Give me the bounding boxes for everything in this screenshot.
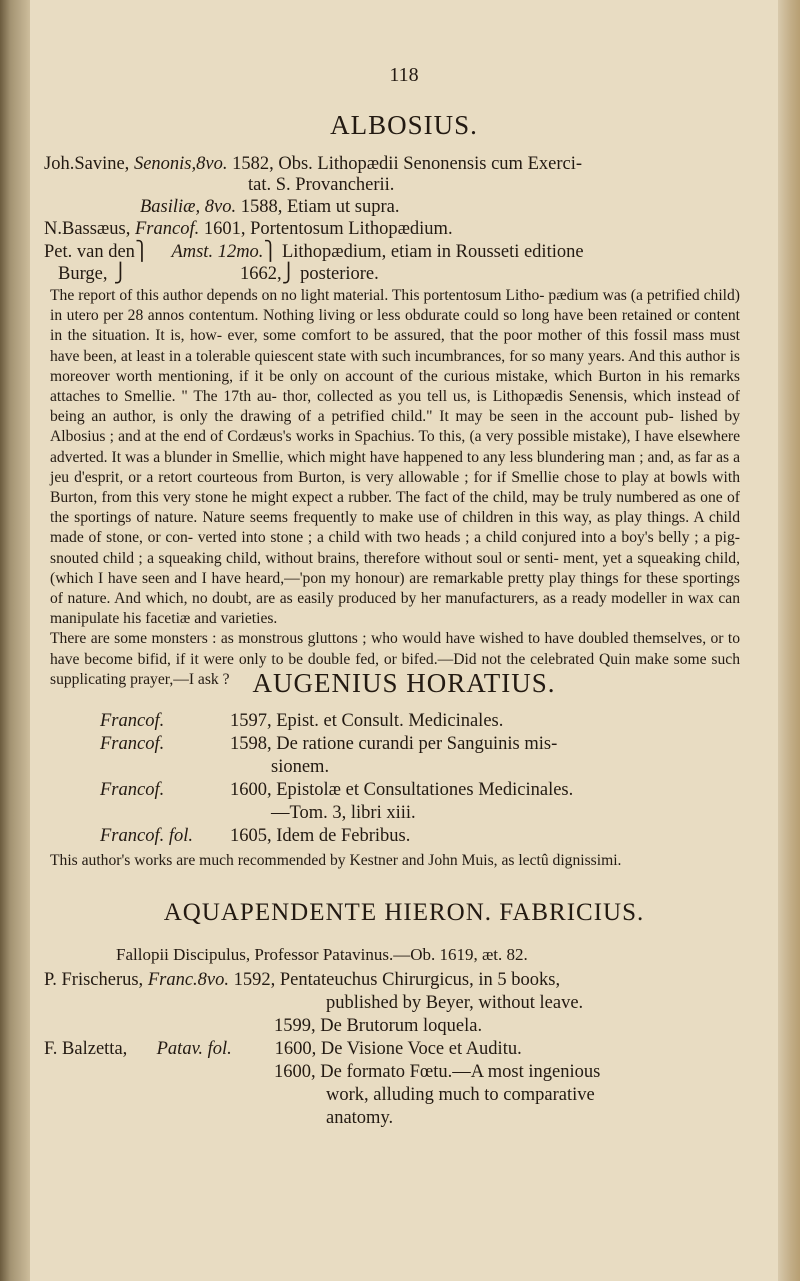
brace-icon: ⎭ [281,264,296,284]
entry-line: Francof. 1598, De ratione curandi per Sanguinis mis- [100,734,558,754]
page-edge [778,0,800,1281]
brace-icon: ⎫ [263,242,278,262]
entry-line: tat. S. Provancherii. [248,175,395,195]
page-number: 118 [389,64,419,86]
entry-line: Francof. fol. 1605, Idem de Febribus. [100,826,411,846]
entry-line: work, alluding much to comparative [326,1085,595,1105]
entry-line: Basiliæ, 8vo. 1588, Etiam ut supra. [140,197,400,217]
brace-icon: ⎭ [113,264,128,284]
entry-line: anatomy. [326,1108,394,1128]
entry-line: —Tom. 3, libri xiii. [271,803,416,823]
entry-line: 1599, De Brutorum loquela. [274,1016,483,1036]
brace-icon: ⎫ [134,242,149,262]
entry-line: N.Bassæus, Francof. 1601, Portentosum Lithopædium. [44,219,453,239]
entry-line: Francof. 1597, Epist. et Consult. Medicinales. [100,711,504,731]
body-paragraph: The report of this author depends on no light material. This portentosum Litho- pædium was (a petrified child) in utero per 28 annos contentum. Nothing living or less obdurate could so long have been retained or content in the situation. It is, how- ever, some comfort to be assured, that the poor mother of this fossil mass must have been, at least in a tolerable quiescent state with such incumbrances, for so many years. And this author is moreover worth mentioning, if it be only on account of the curious mistake, which Burton in his remarks attaches to Smellie. " The 17th au- thor, collected as you tell us, is Lithopædis Senensis, which instead of being an author, is only the drawing of a petrified child." It may be seen in the account pub- lished by Albosius ; and at the end of Cordæus's works in Spachius. To this, (a very possible mistake), I have elsewhere adverted. It was a blunder in Smellie, which might have happened to any less blundering man ; and, as far as a jeu d'esprit, or a retort courteous from Burton, is very allowable ; for if Smellie chose to play at bowls with Burton, from this very stone he might expect a rubber. The fact of the child, may be truly numbered as one of the sportings of nature. Nature seems frequently to make use of children in this way, as play things. A child made of stone, or con- verted into stone ; a child with two heads ; a child conjured into a boy's belly ; a pig-snouted child ; a squeaking child, without brains, therefore without soul or senti- ment, yet a squeaking child, (which I have seen and I have heard,—'pon my honour) are remarkable pretty play things for these sportings of nature. And which, no doubt, are as easily produced by her manufacturers, as a ready modeller in wax can manipulate his facetiæ and varieties. There are some monsters : as monstrous gluttons ; who would have wished to have doubled themselves, or to have become bifid, if it were only to be double fed, or bifed.—Did not the celebrated Quin make some such supplicating prayer,—I ask ? [50,287,740,688]
entry-line: sionem. [271,757,330,777]
book-gutter-shadow [0,0,30,1281]
entry-line: P. Frischerus, Franc.8vo. 1592, Pentateuchus Chirurgicus, in 5 books, [44,970,561,990]
body-paragraph: This author's works are much recommended by Kestner and John Muis, as lectû dignissimi. [50,852,622,869]
entry-line: Burge, ⎭ 1662,⎭ posteriore. [58,264,379,284]
section-title-augenius: AUGENIUS HORATIUS. [252,668,556,698]
entry-line: Francof. 1600, Epistolæ et Consultationes Medicinales. [100,780,574,800]
entry-line: 1600, De formato Fœtu.—A most ingenious [274,1062,601,1082]
section-title-aquapendente: AQUAPENDENTE HIERON. FABRICIUS. [163,899,645,926]
book-page [30,0,778,1281]
section-subtitle: Fallopii Discipulus, Professor Patavinus.—Ob. 1619, æt. 82. [116,945,528,964]
entry-line: Joh.Savine, Senonis,8vo. 1582, Obs. Lithopædii Senonensis cum Exerci- [44,154,582,174]
section-title-albosius: ALBOSIUS. [330,110,478,140]
entry-line: Pet. van den⎫ Amst. 12mo.⎫ Lithopædium, etiam in Rousseti editione [44,242,584,262]
entry-line: published by Beyer, without leave. [326,993,584,1013]
entry-line: F. Balzetta, Patav. fol. 1600, De Visione Voce et Auditu. [44,1039,522,1059]
